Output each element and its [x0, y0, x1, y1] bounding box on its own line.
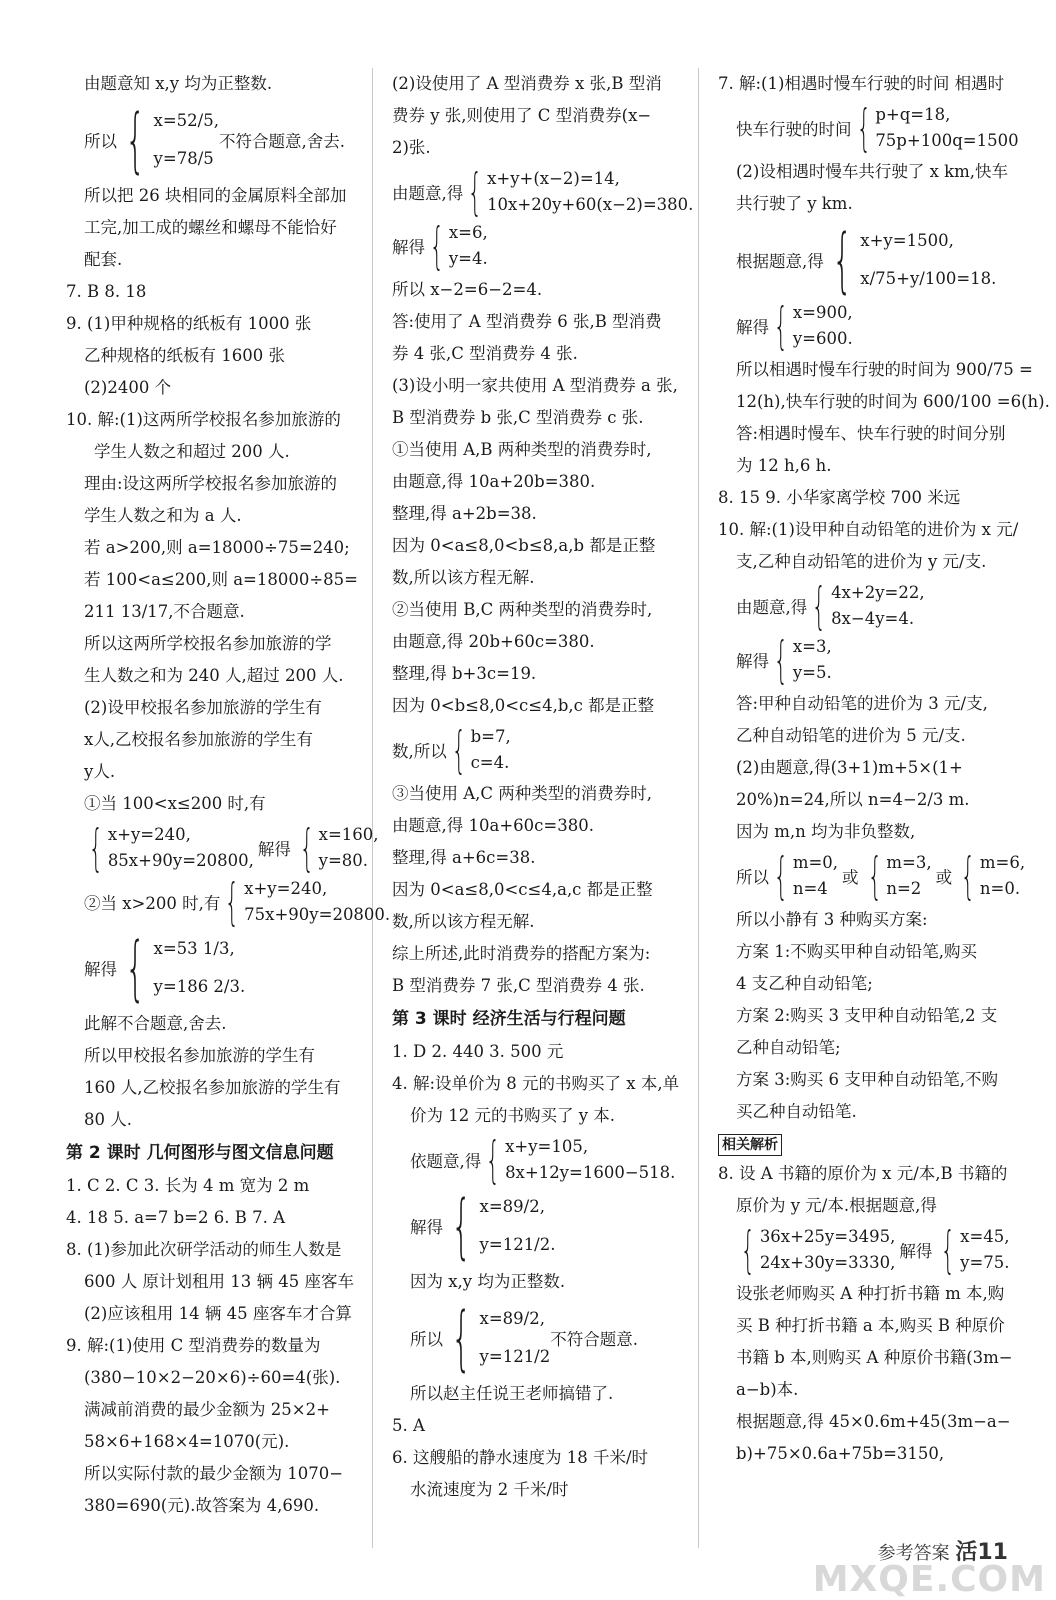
text-line: 211 13/17,不合题意. — [84, 602, 245, 621]
text-line: 80 人. — [84, 1110, 132, 1129]
text-line: b)+75×0.6a+75b=3150, — [736, 1444, 945, 1463]
text-line: 所以甲校报名参加旅游的学生有 — [84, 1046, 315, 1065]
text-line: 方案 2:购买 3 支甲种自动铅笔,2 支 — [736, 1006, 998, 1025]
text-line: B 型消费券 b 张,C 型消费券 c 张. — [392, 408, 644, 427]
answer-item: 10. 解:(1)设甲种自动铅笔的进价为 x 元/ — [718, 520, 1019, 539]
text-line: x人,乙校报名参加旅游的学生有 — [84, 730, 314, 749]
text-line: 券 4 张,C 型消费券 4 张. — [392, 344, 578, 363]
answer-item: 7. 解:(1)相遇时慢车行驶的时间 相遇时 — [718, 74, 1005, 93]
equation-system: 所以 { m=0, n=4 或 { m=3, n=2 或 { m=6, n=0. — [736, 847, 1026, 905]
text-line: 原价为 y 元/本.根据题意,得 — [736, 1196, 937, 1215]
text-line: (380−10×2−20×6)÷60=4(张). — [84, 1368, 341, 1387]
equation-system: { x+y=240, 85x+90y=20800, 解得 { x=160, y=80. — [88, 819, 379, 877]
text-line: 方案 3:购买 6 支甲种自动铅笔,不购 — [736, 1070, 999, 1089]
text-line: 所以相遇时慢车行驶的时间为 900/75 = — [736, 360, 1033, 379]
answer-column-2 — [392, 68, 694, 1506]
text-line: 答:相遇时慢车、快车行驶的时间分别 — [736, 424, 1006, 443]
watermark-logo: MXQE.COM — [812, 1559, 1046, 1600]
text-line: 整理,得 a+6c=38. — [392, 848, 536, 867]
text-line: 所以赵主任说王老师搞错了. — [410, 1384, 614, 1403]
text-line: 共行驶了 y km. — [736, 194, 853, 213]
related-analysis-tag: 相关解析 — [718, 1134, 782, 1156]
equation-system: 解得 { x=900, y=600. — [736, 297, 853, 355]
text-line: 书籍 b 本,则购买 A 种原价书籍(3m− — [736, 1348, 1013, 1367]
text-line: 乙种自动铅笔; — [736, 1038, 841, 1057]
text-line: 答:使用了 A 型消费券 6 张,B 型消费 — [392, 312, 662, 331]
text-line: 12(h),快车行驶的时间为 600/100 =6(h). — [736, 392, 1050, 411]
equation-system: 所以 { x=52/5, y=78/5 不符合题意,舍去. — [84, 99, 345, 181]
text-line: (2)设使用了 A 型消费券 x 张,B 型消 — [392, 74, 662, 93]
equation-system: 根据题意,得 { x+y=1500, x/75+y/100=18. — [736, 219, 997, 301]
text-line: 由题意,得 20b+60c=380. — [392, 632, 595, 651]
answer-item: 7. B 8. 18 — [66, 282, 147, 301]
column-divider — [372, 68, 373, 1548]
answer-item: 1. D 2. 440 3. 500 元 — [392, 1042, 564, 1061]
section-heading: 第 3 课时 经济生活与行程问题 — [392, 1009, 626, 1029]
text-line: 数,所以该方程无解. — [392, 912, 535, 931]
text-line: 根据题意,得 45×0.6m+45(3m−a− — [736, 1412, 1011, 1431]
text-line: 学生人数之和超过 200 人. — [94, 442, 290, 461]
text-line: 所以小静有 3 种购买方案: — [736, 910, 928, 929]
text-line: 因为 m,n 均为非负整数, — [736, 822, 916, 841]
equation-system: { 36x+25y=3495, 24x+30y=3330, 解得 { x=45, y=75. — [740, 1221, 1010, 1279]
text-line: 乙种规格的纸板有 1600 张 — [84, 346, 285, 365]
answer-item: 8. 设 A 书籍的原价为 x 元/本,B 书籍的 — [718, 1164, 1008, 1183]
answer-column-3 — [718, 68, 1050, 1470]
page-number: 活11 — [955, 1540, 1008, 1565]
equation-system: 由题意,得 { x+y+(x−2)=14, 10x+20y+60(x−2)=380. — [392, 163, 694, 221]
text-line: 整理,得 a+2b=38. — [392, 504, 537, 523]
equation-system: 解得 { x=89/2, y=121/2. — [410, 1185, 556, 1267]
text-line: 方案 1:不购买甲种自动铅笔,购买 — [736, 942, 978, 961]
text-line: 整理,得 b+3c=19. — [392, 664, 537, 683]
text-line: ①当 100<x≤200 时,有 — [84, 794, 266, 813]
text-line: 由题意,得 10a+60c=380. — [392, 816, 594, 835]
column-divider — [698, 68, 699, 1548]
text-line: 380=690(元).故答案为 4,690. — [84, 1496, 320, 1515]
answer-item: 8. (1)参加此次研学活动的师生人数是 — [66, 1240, 342, 1259]
answer-column-1 — [66, 68, 391, 1522]
text-line: 160 人,乙校报名参加旅游的学生有 — [84, 1078, 341, 1097]
text-line: 买 B 种打折书籍 a 本,购买 B 种原价 — [736, 1316, 1005, 1335]
text-line: 支,乙种自动铅笔的进价为 y 元/支. — [736, 552, 987, 571]
text-line: ③当使用 A,C 两种类型的消费券时, — [392, 784, 653, 803]
equation-system: 解得 { x=6, y=4. — [392, 217, 488, 275]
equation-system: 依题意,得 { x+y=105, 8x+12y=1600−518. — [410, 1131, 676, 1189]
answer-item: 6. 这艘船的静水速度为 18 千米/时 — [392, 1448, 649, 1467]
text-line: 买乙种自动铅笔. — [736, 1102, 857, 1121]
text-line: B 型消费券 7 张,C 型消费券 4 张. — [392, 976, 645, 995]
answer-item: 4. 18 5. a=7 b=2 6. B 7. A — [66, 1208, 286, 1227]
answer-item: 9. (1)甲种规格的纸板有 1000 张 — [66, 314, 312, 333]
answer-item: 9. 解:(1)使用 C 型消费券的数量为 — [66, 1336, 321, 1355]
text-line: 费券 y 张,则使用了 C 型消费券(x− — [392, 106, 652, 125]
answer-item: 4. 解:设单价为 8 元的书购买了 x 本,单 — [392, 1074, 680, 1093]
text-line: 由题意,得 10a+20b=380. — [392, 472, 596, 491]
text-line: 水流速度为 2 千米/时 — [410, 1480, 569, 1499]
text-line: 乙种自动铅笔的进价为 5 元/支. — [736, 726, 966, 745]
text-line: (2)2400 个 — [84, 378, 172, 397]
text-line: 2)张. — [392, 138, 431, 157]
equation-system: 所以 { x=89/2, y=121/2 不符合题意. — [410, 1297, 638, 1379]
text-line: 配套. — [84, 250, 123, 269]
text-line: y人. — [84, 762, 116, 781]
text-line: 20%)n=24,所以 n=4−2/3 m. — [736, 790, 970, 809]
text-line: 因为 x,y 均为正整数. — [410, 1272, 566, 1291]
text-line: ②当使用 B,C 两种类型的消费券时, — [392, 600, 653, 619]
equation-system: 数,所以 { b=7, c=4. — [392, 721, 511, 779]
text-line: (2)设相遇时慢车共行驶了 x km,快车 — [736, 162, 1009, 181]
equation-system: 解得 { x=3, y=5. — [736, 631, 832, 689]
equation-system: 解得 { x=53 1/3, y=186 2/3. — [84, 927, 246, 1009]
answer-item: 10. 解:(1)这两所学校报名参加旅游的 — [66, 410, 341, 429]
text-line: 价为 12 元的书购买了 y 本. — [410, 1106, 616, 1125]
footer-label: 参考答案 — [877, 1543, 950, 1564]
answer-item: 8. 15 9. 小华家离学校 700 米远 — [718, 488, 961, 507]
text-line: 由题意知 x,y 均为正整数. — [84, 74, 273, 93]
text-line: (2)应该租用 14 辆 45 座客车才合算 — [84, 1304, 352, 1323]
text-line: 4 支乙种自动铅笔; — [736, 974, 873, 993]
text-line: 若 a>200,则 a=18000÷75=240; — [84, 538, 350, 557]
equation-system: 快车行驶的时间 { p+q=18, 75p+100q=1500 — [736, 99, 1019, 157]
answer-item: 1. C 2. C 3. 长为 4 m 宽为 2 m — [66, 1176, 310, 1195]
text-line: 理由:设这两所学校报名参加旅游的 — [84, 474, 338, 493]
text-line: (3)设小明一家共使用 A 型消费券 a 张, — [392, 376, 678, 395]
text-line: 数,所以该方程无解. — [392, 568, 535, 587]
text-line: 600 人 原计划租用 13 辆 45 座客车 — [84, 1272, 354, 1291]
text-line: 设张老师购买 A 种打折书籍 m 本,购 — [736, 1284, 1005, 1303]
text-line: 生人数之和为 240 人,超过 200 人. — [84, 666, 344, 685]
text-line: a−b)本. — [736, 1380, 799, 1399]
text-line: 满减前消费的最少金额为 25×2+ — [84, 1400, 330, 1419]
text-line: 58×6+168×4=1070(元). — [84, 1432, 290, 1451]
text-line: 所以把 26 块相同的金属原料全部加 — [84, 186, 347, 205]
text-line: 答:甲种自动铅笔的进价为 3 元/支, — [736, 694, 988, 713]
text-line: 综上所述,此时消费券的搭配方案为: — [392, 944, 651, 963]
text-line: 因为 0<b≤8,0<c≤4,b,c 都是正整 — [392, 696, 655, 715]
text-line: 所以 x−2=6−2=4. — [392, 280, 543, 299]
text-line: (2)由题意,得(3+1)m+5×(1+ — [736, 758, 963, 777]
text-line: 学生人数之和为 a 人. — [84, 506, 242, 525]
text-line: (2)设甲校报名参加旅游的学生有 — [84, 698, 322, 717]
section-heading: 第 2 课时 几何图形与图文信息问题 — [66, 1143, 334, 1163]
text-line: 因为 0<a≤8,0<c≤4,a,c 都是正整 — [392, 880, 653, 899]
text-line: 此解不合题意,舍去. — [84, 1014, 227, 1033]
answer-item: 5. A — [392, 1416, 425, 1435]
text-line: ①当使用 A,B 两种类型的消费券时, — [392, 440, 652, 459]
text-line: 所以实际付款的最少金额为 1070− — [84, 1464, 344, 1483]
text-line: 所以这两所学校报名参加旅游的学 — [84, 634, 332, 653]
text-line: 若 100<a≤200,则 a=18000÷85= — [84, 570, 359, 589]
text-line: 为 12 h,6 h. — [736, 456, 832, 475]
text-line: 因为 0<a≤8,0<b≤8,a,b 都是正整 — [392, 536, 656, 555]
text-line: 工完,加工成的螺丝和螺母不能恰好 — [84, 218, 337, 237]
equation-system: ②当 x>200 时,有 { x+y=240, 75x+90y=20800. — [84, 873, 391, 931]
equation-system: 由题意,得 { 4x+2y=22, 8x−4y=4. — [736, 577, 925, 635]
